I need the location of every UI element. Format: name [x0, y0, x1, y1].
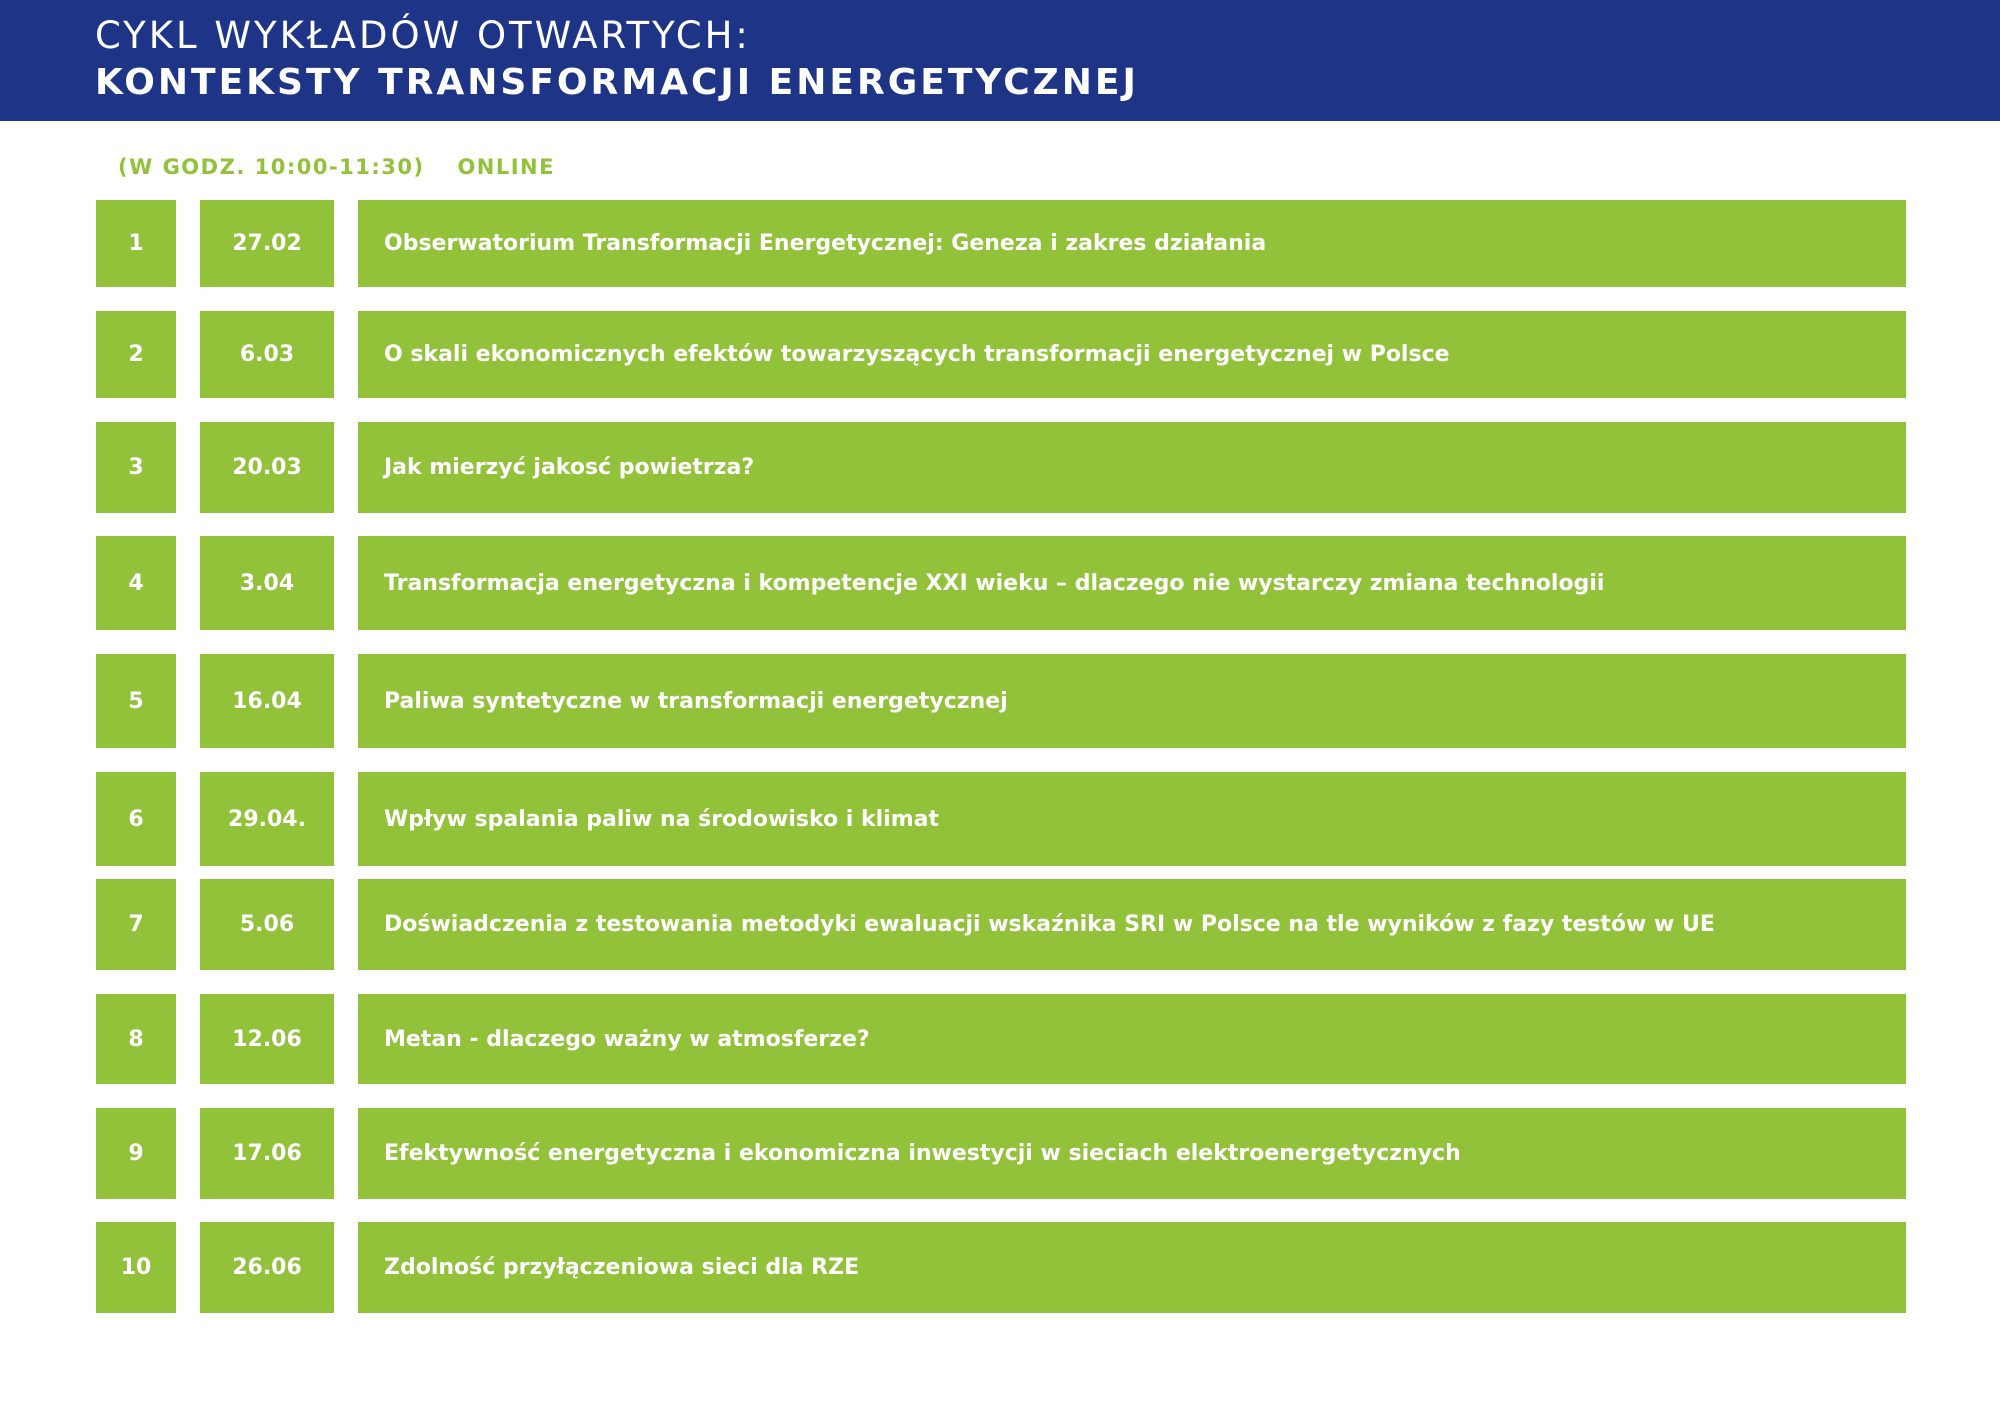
time-range: (W GODZ. 10:00-11:30)	[118, 155, 425, 179]
lecture-number: 7	[96, 879, 176, 970]
lecture-date: 12.06	[200, 994, 334, 1084]
lecture-title: Zdolność przyłączeniowa sieci dla RZE	[358, 1222, 1906, 1313]
lecture-date: 17.06	[200, 1108, 334, 1199]
lecture-number: 1	[96, 200, 176, 287]
lecture-title: Obserwatorium Transformacji Energetycznej: Geneza i zakres działania	[358, 200, 1906, 287]
lecture-number: 8	[96, 994, 176, 1084]
schedule-info	[118, 155, 555, 179]
lecture-number: 5	[96, 654, 176, 748]
lecture-number: 6	[96, 772, 176, 866]
header-banner	[0, 0, 2000, 121]
mode-label: ONLINE	[457, 155, 555, 179]
lecture-number: 10	[96, 1222, 176, 1313]
lecture-date: 27.02	[200, 200, 334, 287]
lecture-number: 2	[96, 311, 176, 398]
lecture-date: 3.04	[200, 536, 334, 630]
lecture-title: O skali ekonomicznych efektów towarzyszących transformacji energetycznej w Polsce	[358, 311, 1906, 398]
lecture-title: Doświadczenia z testowania metodyki ewaluacji wskaźnika SRI w Polsce na tle wyników z fazy testów w UE	[358, 879, 1906, 970]
lecture-date: 6.03	[200, 311, 334, 398]
header-title-line2: KONTEKSTY TRANSFORMACJI ENERGETYCZNEJ	[95, 62, 1139, 103]
lecture-title: Transformacja energetyczna i kompetencje XXI wieku – dlaczego nie wystarczy zmiana technologii	[358, 536, 1906, 630]
lecture-number: 3	[96, 422, 176, 513]
header-title-line1: CYKL WYKŁADÓW OTWARTYCH:	[95, 14, 751, 57]
lecture-title: Efektywność energetyczna i ekonomiczna inwestycji w sieciach elektroenergetycznych	[358, 1108, 1906, 1199]
lecture-title: Paliwa syntetyczne w transformacji energetycznej	[358, 654, 1906, 748]
lecture-date: 16.04	[200, 654, 334, 748]
lecture-date: 20.03	[200, 422, 334, 513]
lecture-number: 9	[96, 1108, 176, 1199]
lecture-title: Wpływ spalania paliw na środowisko i klimat	[358, 772, 1906, 866]
lecture-number: 4	[96, 536, 176, 630]
lecture-date: 5.06	[200, 879, 334, 970]
lecture-title: Jak mierzyć jakosć powietrza?	[358, 422, 1906, 513]
lecture-title: Metan - dlaczego ważny w atmosferze?	[358, 994, 1906, 1084]
lecture-date: 29.04.	[200, 772, 334, 866]
lecture-date: 26.06	[200, 1222, 334, 1313]
